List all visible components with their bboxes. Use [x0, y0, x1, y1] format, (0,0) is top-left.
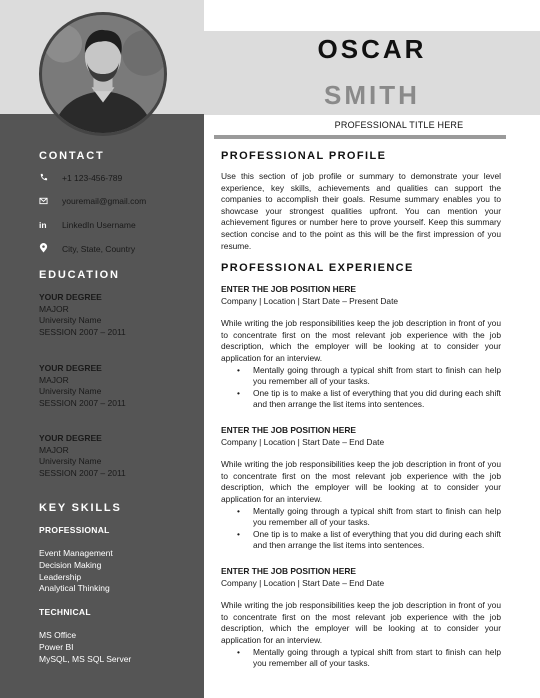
job-bullet: • Mentally going through a typical shift from start to finish can help you remember all of your tasks. — [237, 647, 501, 670]
job-bullets — [237, 365, 501, 411]
skill-item: Analytical Thinking — [39, 583, 110, 594]
education-heading: EDUCATION — [39, 269, 120, 281]
education-major: MAJOR — [39, 444, 69, 455]
skill-item: Leadership — [39, 571, 82, 582]
professional-skills-heading: PROFESSIONAL — [39, 525, 110, 535]
education-major: MAJOR — [39, 374, 69, 385]
job-meta: Company | Location | Start Date – Present Date — [221, 295, 399, 306]
skill-item: MS Office — [39, 630, 77, 640]
email-icon — [39, 196, 62, 207]
education-entry — [39, 433, 126, 479]
technical-skills-heading: TECHNICAL — [39, 607, 91, 617]
contact-linkedin — [39, 218, 136, 232]
contact-location-text: City, State, Country — [62, 244, 136, 254]
location-icon — [39, 243, 62, 255]
job-bullets — [237, 647, 501, 670]
job-meta: Company | Location | Start Date – End Date — [221, 436, 385, 447]
professional-title: PROFESSIONAL TITLE HERE — [334, 120, 464, 130]
job-description: While writing the job responsibilities keep the job description in front of you to concentrate first on the most relevant job experience with the job description, which the employer will be looking at to consider your application for an interview. — [221, 600, 501, 645]
job-entry — [221, 566, 501, 670]
education-entry — [39, 363, 126, 409]
contact-email-text: youremail@gmail.com — [62, 196, 147, 206]
profile-photo — [39, 12, 167, 136]
first-name: OSCAR — [317, 34, 427, 64]
job-title: ENTER THE JOB POSITION HERE — [221, 425, 356, 435]
job-bullet: • Mentally going through a typical shift from start to finish can help you remember all of your tasks. — [237, 365, 501, 388]
job-description: While writing the job responsibilities keep the job description in front of you to concentrate first on the most relevant job experience with the job description, which the employer will be looking at to consider your application for an interview. — [221, 318, 501, 363]
education-university: University Name — [39, 456, 102, 466]
skill-item: Decision Making — [39, 559, 102, 570]
skills-heading: KEY SKILLS — [39, 502, 122, 514]
job-bullet: • One tip is to make a list of everything that you did during each shift and then arrange the list items into sentences. — [237, 388, 501, 411]
skill-item: Power BI — [39, 641, 74, 652]
education-entry — [39, 292, 126, 338]
profile-heading: PROFESSIONAL PROFILE — [221, 150, 387, 162]
person-silhouette-icon — [42, 15, 164, 133]
profile-summary: Use this section of job profile or summary to demonstrate your level experience, key skills, achievements and qualities can support the companies to accomplish their goals. Resume summary enables you to showcase your strongest qualities upfront. You can mention your achievement figures or number here to prove yourself. Keep this summary section concise and to the point as this will be the first impression of you resume. — [221, 171, 501, 251]
contact-linkedin-text: LinkedIn Username — [62, 220, 136, 230]
education-university: University Name — [39, 386, 102, 396]
education-degree: YOUR DEGREE — [39, 292, 102, 302]
phone-icon — [39, 173, 62, 184]
job-entry — [221, 284, 501, 411]
job-title: ENTER THE JOB POSITION HERE — [221, 566, 356, 576]
job-meta: Company | Location | Start Date – End Date — [221, 577, 385, 588]
job-entry — [221, 425, 501, 552]
contact-email — [39, 194, 146, 208]
contact-phone — [39, 171, 122, 185]
last-name: SMITH — [324, 80, 420, 110]
contact-heading: CONTACT — [39, 150, 105, 162]
professional-skills-list — [39, 548, 113, 595]
education-degree: YOUR DEGREE — [39, 363, 102, 373]
contact-phone-text: +1 123-456-789 — [62, 173, 123, 183]
job-bullet: • One tip is to make a list of everything that you did during each shift and then arrange the list items into sentences. — [237, 529, 501, 552]
skill-item: MySQL, MS SQL Server — [39, 653, 132, 664]
education-degree: YOUR DEGREE — [39, 433, 102, 443]
linkedin-icon: in — [39, 220, 47, 230]
job-description: While writing the job responsibilities keep the job description in front of you to concentrate first on the most relevant job experience with the job description, which the employer will be looking at to consider your application for an interview. — [221, 459, 501, 504]
education-university: University Name — [39, 315, 102, 325]
education-session: SESSION 2007 – 2011 — [39, 397, 126, 408]
title-divider — [214, 135, 506, 139]
job-title: ENTER THE JOB POSITION HERE — [221, 284, 356, 294]
experience-heading: PROFESSIONAL EXPERIENCE — [221, 262, 414, 274]
contact-location — [39, 242, 135, 256]
education-session: SESSION 2007 – 2011 — [39, 326, 126, 337]
job-bullets — [237, 506, 501, 552]
technical-skills-list — [39, 630, 131, 665]
job-bullet: • Mentally going through a typical shift from start to finish can help you remember all of your tasks. — [237, 506, 501, 529]
skill-item: Event Management — [39, 548, 113, 558]
education-major: MAJOR — [39, 303, 69, 314]
education-session: SESSION 2007 – 2011 — [39, 467, 126, 478]
